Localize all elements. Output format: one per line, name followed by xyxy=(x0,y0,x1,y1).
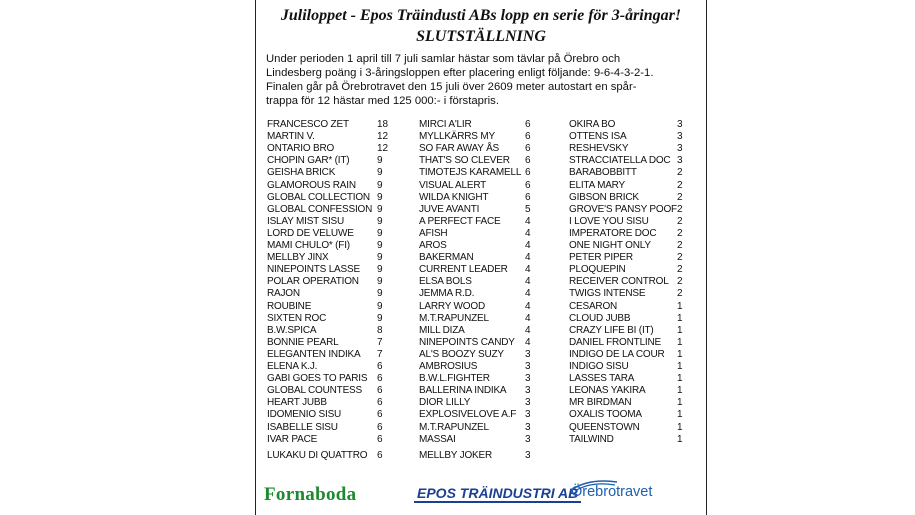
horse-points: 1 xyxy=(677,361,683,372)
horse-points: 6 xyxy=(377,361,383,372)
horse-name: ELITA MARY xyxy=(569,179,625,191)
horse-name: TIMOTEJS KARAMELL xyxy=(419,167,522,179)
horse-name: ELSA BOLS xyxy=(419,276,472,288)
horse-name: OKIRA BO xyxy=(569,119,616,130)
horse-name: SO FAR AWAY ÅS xyxy=(419,143,500,155)
horse-name: ROUBINE xyxy=(267,300,312,312)
horse-points: 6 xyxy=(525,191,531,203)
horse-name: BALLERINA INDIKA xyxy=(419,385,507,397)
horse-name: NINEPOINTS CANDY xyxy=(419,336,515,348)
epos-logo: EPOS TRÄINDUSTRI AB xyxy=(414,485,581,503)
horse-name: RESHEVSKY xyxy=(569,143,629,155)
horse-points: 2 xyxy=(677,240,683,251)
horse-name: ELENA K.J. xyxy=(267,361,318,372)
horse-points: 2 xyxy=(677,276,683,288)
horse-name: NINEPOINTS LASSE xyxy=(267,264,360,276)
horse-name: B.W.L.FIGHTER xyxy=(419,373,490,385)
horse-name: INDIGO SISU xyxy=(569,361,629,372)
horse-points: 1 xyxy=(677,409,683,421)
horse-points: 4 xyxy=(525,240,531,251)
horse-points: 1 xyxy=(677,348,683,360)
horse-points: 9 xyxy=(377,276,383,288)
horse-points: 6 xyxy=(377,373,383,385)
horse-name: LARRY WOOD xyxy=(419,300,485,312)
horse-points: 2 xyxy=(677,288,683,300)
horse-points: 3 xyxy=(525,433,531,445)
horse-points: 2 xyxy=(677,203,683,215)
horse-points: 9 xyxy=(377,252,383,264)
horse-name: JEMMA R.D. xyxy=(419,288,475,300)
horse-points: 2 xyxy=(677,191,683,203)
horse-points: 4 xyxy=(525,215,531,227)
horse-name: I LOVE YOU SISU xyxy=(569,215,649,227)
horse-name: JUVE AVANTI xyxy=(419,203,480,215)
page-subtitle: SLUTSTÄLLNING xyxy=(416,28,546,45)
horse-name: ONTARIO BRO xyxy=(267,143,335,155)
horse-points: 1 xyxy=(677,421,683,433)
horse-points: 3 xyxy=(525,421,531,433)
intro-text xyxy=(266,52,702,108)
swoosh-icon xyxy=(569,478,619,492)
horse-name: MR BIRDMAN xyxy=(569,397,632,409)
horse-points: 4 xyxy=(525,288,531,300)
horse-points: 6 xyxy=(377,409,383,421)
horse-points: 3 xyxy=(525,397,531,409)
horse-name: ONE NIGHT ONLY xyxy=(569,240,651,251)
horse-name: ELEGANTEN INDIKA xyxy=(267,348,361,360)
horse-name: LASSES TARA xyxy=(569,373,635,385)
horse-name: M.T.RAPUNZEL xyxy=(419,312,489,324)
horse-name: DIOR LILLY xyxy=(419,397,471,409)
horse-points: 2 xyxy=(677,167,683,179)
horse-name: GABI GOES TO PARIS xyxy=(267,373,368,385)
horse-points: 5 xyxy=(525,203,531,215)
horse-name: MARTIN V. xyxy=(267,131,315,143)
horse-name: ISLAY MIST SISU xyxy=(267,215,345,227)
horse-name: STRACCIATELLA DOC xyxy=(569,155,671,167)
horse-points: 4 xyxy=(525,264,531,276)
fornaboda-logo: Fornaboda xyxy=(264,484,357,505)
horse-points: 9 xyxy=(377,227,383,239)
intro-line: trappa för 12 hästar med 125 000:- i förstapris. xyxy=(266,95,499,107)
page-title: Juliloppet - Epos Träindusti ABs lopp en serie för 3-åringar! xyxy=(280,7,682,24)
horse-name: MIRCI A'LIR xyxy=(419,119,472,130)
horse-points: 2 xyxy=(677,252,683,264)
horse-points: 6 xyxy=(525,155,531,167)
intro-line: Lindesberg poäng i 3-åringsloppen efter placering enligt följande: 9-6-4-3-2-1. xyxy=(266,67,654,79)
horse-name: THAT'S SO CLEVER xyxy=(419,155,510,167)
horse-name: A PERFECT FACE xyxy=(419,215,501,227)
horse-name: GLOBAL COUNTESS xyxy=(267,385,362,397)
horse-points: 2 xyxy=(677,227,683,239)
horse-name: MAMI CHULO* (FI) xyxy=(267,240,350,251)
horse-name: TWIGS INTENSE xyxy=(569,288,646,300)
horse-name: ISABELLE SISU xyxy=(267,421,338,433)
horse-name: CRAZY LIFE BI (IT) xyxy=(569,324,654,336)
horse-name: IVAR PACE xyxy=(267,433,318,445)
horse-points: 12 xyxy=(377,143,389,155)
intro-line: Finalen går på Örebrotravet den 15 juli över 2609 meter autostart en spår- xyxy=(266,81,637,93)
horse-points: 9 xyxy=(377,264,383,276)
horse-points: 4 xyxy=(525,300,531,312)
horse-points: 1 xyxy=(677,324,683,336)
horse-points: 6 xyxy=(525,143,531,155)
horse-points: 6 xyxy=(377,421,383,433)
horse-name: DANIEL FRONTLINE xyxy=(569,336,662,348)
horse-name: IDOMENIO SISU xyxy=(267,409,342,421)
horse-name: GLAMOROUS RAIN xyxy=(267,179,356,191)
sponsor-logos xyxy=(256,480,706,510)
horse-name: MILL DIZA xyxy=(419,324,465,336)
horse-name: B.W.SPICA xyxy=(267,324,317,336)
horse-points: 3 xyxy=(525,449,531,461)
horse-points: 4 xyxy=(525,227,531,239)
horse-points: 1 xyxy=(677,312,683,324)
horse-points: 6 xyxy=(525,131,531,143)
horse-name: INDIGO DE LA COUR xyxy=(569,348,665,360)
horse-points: 6 xyxy=(525,179,531,191)
horse-points: 6 xyxy=(377,385,383,397)
horse-points: 9 xyxy=(377,191,383,203)
horse-name: MYLLKÄRRS MY xyxy=(419,131,495,143)
horse-points: 9 xyxy=(377,179,383,191)
horse-name: VISUAL ALERT xyxy=(419,179,487,191)
horse-points: 9 xyxy=(377,215,383,227)
horse-points: 1 xyxy=(677,373,683,385)
horse-points: 9 xyxy=(377,167,383,179)
horse-name: AROS xyxy=(419,240,447,251)
horse-points: 3 xyxy=(677,155,683,167)
horse-name: GLOBAL CONFESSION xyxy=(267,203,373,215)
horse-name: GROVE'S PANSY POOF xyxy=(569,203,677,215)
horse-points: 4 xyxy=(525,276,531,288)
horse-name: CLOUD JUBB xyxy=(569,312,631,324)
horse-name: BONNIE PEARL xyxy=(267,336,339,348)
horse-name: EXPLOSIVELOVE A.F xyxy=(419,409,517,421)
horse-name: OXALIS TOOMA xyxy=(569,409,642,421)
horse-name: BAKERMAN xyxy=(419,252,474,264)
horse-points: 1 xyxy=(677,433,683,445)
horse-points: 2 xyxy=(677,264,683,276)
horse-name: IMPERATORE DOC xyxy=(569,227,657,239)
horse-points: 6 xyxy=(525,119,531,130)
horse-name: SIXTEN ROC xyxy=(267,312,327,324)
horse-points: 6 xyxy=(377,397,383,409)
horse-points: 4 xyxy=(525,336,531,348)
horse-points: 3 xyxy=(677,143,683,155)
horse-points: 9 xyxy=(377,240,383,251)
horse-name: LEONAS YAKIRA xyxy=(569,385,646,397)
horse-points: 3 xyxy=(677,131,683,143)
intro-line: Under perioden 1 april till 7 juli samlar hästar som tävlar på Örebro och xyxy=(266,53,621,65)
horse-name: MELLBY JOKER xyxy=(419,449,493,461)
horse-name: OTTENS ISA xyxy=(569,131,627,143)
horse-name: GEISHA BRICK xyxy=(267,167,336,179)
horse-name: QUEENSTOWN xyxy=(569,421,640,433)
horse-name: PETER PIPER xyxy=(569,252,633,264)
horse-name: PLOQUEPIN xyxy=(569,264,626,276)
horse-points: 7 xyxy=(377,348,383,360)
horse-name: RECEIVER CONTROL xyxy=(569,276,669,288)
horse-points: 4 xyxy=(525,252,531,264)
horse-points: 9 xyxy=(377,300,383,312)
horse-points: 3 xyxy=(525,385,531,397)
horse-points: 9 xyxy=(377,203,383,215)
horse-points: 6 xyxy=(377,433,383,445)
horse-points: 1 xyxy=(677,336,683,348)
horse-points: 9 xyxy=(377,288,383,300)
horse-name: FRANCESCO ZET xyxy=(267,119,349,130)
horse-name: AL'S BOOZY SUZY xyxy=(419,348,504,360)
horse-points: 3 xyxy=(525,361,531,372)
horse-name: AMBROSIUS xyxy=(419,361,478,372)
horse-points: 9 xyxy=(377,312,383,324)
horse-name: CURRENT LEADER xyxy=(419,264,508,276)
horse-points: 7 xyxy=(377,336,383,348)
horse-points: 1 xyxy=(677,300,683,312)
horse-points: 2 xyxy=(677,179,683,191)
horse-points: 3 xyxy=(677,119,683,130)
horse-points: 18 xyxy=(377,119,389,130)
horse-points: 1 xyxy=(677,397,683,409)
orebrotravet-label: Örebrotravet xyxy=(571,484,653,500)
horse-points: 1 xyxy=(677,385,683,397)
horse-name: GLOBAL COLLECTION xyxy=(267,191,370,203)
standings-card xyxy=(255,0,707,515)
horse-name: WILDA KNIGHT xyxy=(419,191,489,203)
horse-points: 3 xyxy=(525,348,531,360)
horse-name: M.T.RAPUNZEL xyxy=(419,421,489,433)
horse-points: 4 xyxy=(525,324,531,336)
horse-name: CHOPIN GAR* (IT) xyxy=(267,155,350,167)
horse-name: BARABOBBITT xyxy=(569,167,637,179)
horse-name: CESARON xyxy=(569,300,618,312)
horse-name: POLAR OPERATION xyxy=(267,276,359,288)
horse-name: AFISH xyxy=(419,227,448,239)
horse-points: 6 xyxy=(377,449,383,461)
horse-points: 2 xyxy=(677,215,683,227)
horse-name: LORD DE VELUWE xyxy=(267,227,354,239)
horse-points: 6 xyxy=(525,167,531,179)
horse-name: HEART JUBB xyxy=(267,397,327,409)
horse-name: RAJON xyxy=(267,288,300,300)
horse-name: GIBSON BRICK xyxy=(569,191,639,203)
horse-points: 3 xyxy=(525,409,531,421)
horse-name: LUKAKU DI QUATTRO xyxy=(267,449,368,461)
horse-points: 12 xyxy=(377,131,389,143)
horse-points: 9 xyxy=(377,155,383,167)
horse-name: MELLBY JINX xyxy=(267,252,329,264)
horse-points: 3 xyxy=(525,373,531,385)
orebrotravet-logo xyxy=(571,484,652,500)
horse-points: 8 xyxy=(377,324,383,336)
horse-name: TAILWIND xyxy=(569,433,614,445)
horse-name: MASSAI xyxy=(419,433,456,445)
horse-points: 4 xyxy=(525,312,531,324)
